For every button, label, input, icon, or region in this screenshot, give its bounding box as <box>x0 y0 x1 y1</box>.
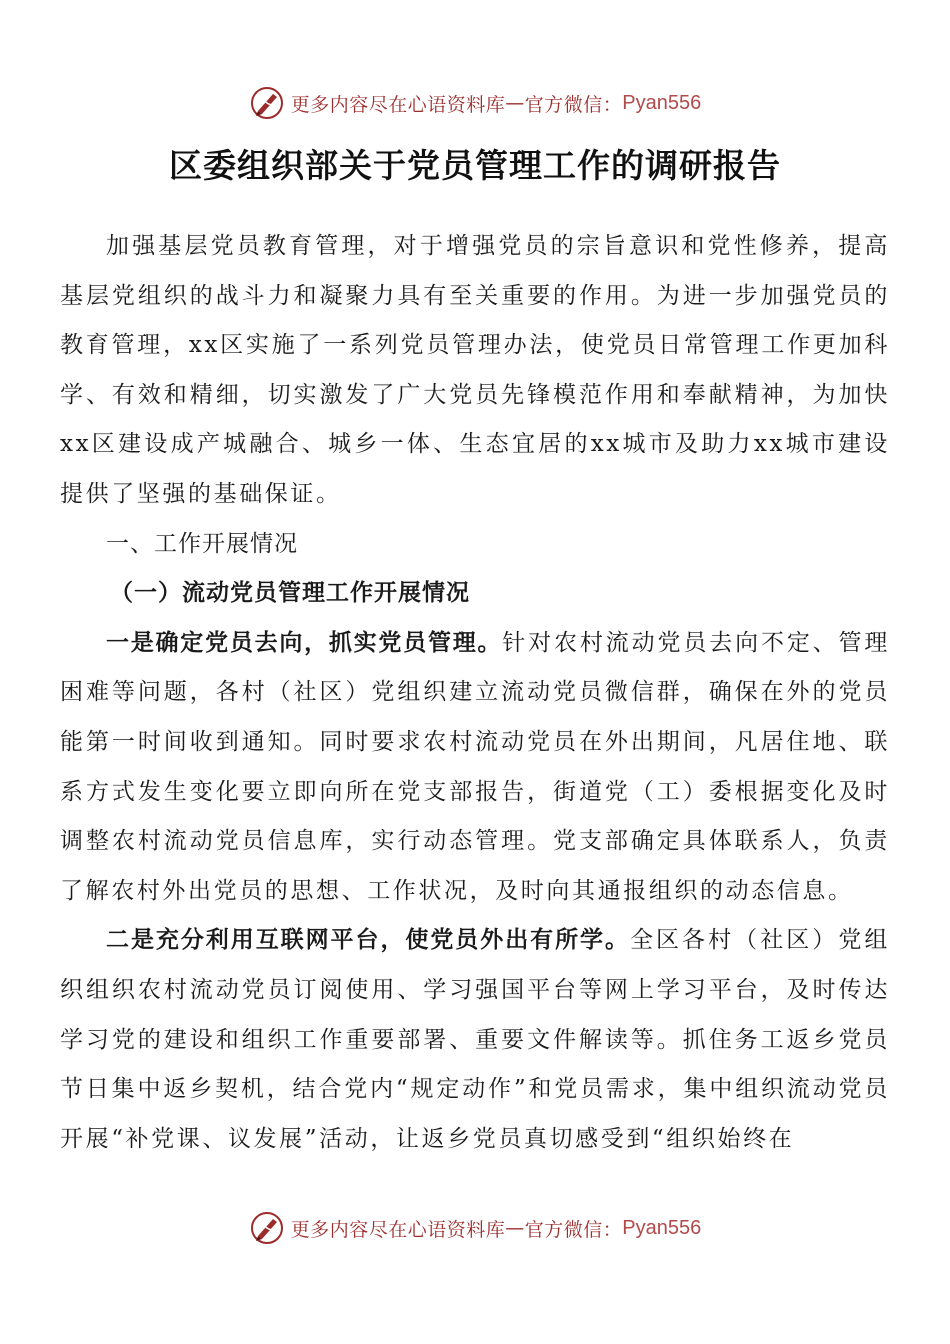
watermark-label: 官方微信： <box>524 93 623 116</box>
watermark-separator: — <box>505 1217 525 1239</box>
pen-logo-icon <box>249 85 285 121</box>
intro-paragraph: 加强基层党员教育管理，对于增强党员的宗旨意识和党性修养，提高基层党组织的战斗力和凝聚力具有至关重要的作用。为进一步加强党员的教育管理，xx区实施了一系列党员管理办法，使党员日常管理工作更加科学、有效和精细，切实激发了广大党员先锋模范作用和奉献精神，为加快xx区建设成产城融合、城乡一体、生态宜居的xx城市及助力xx城市建设提供了坚强的基础保证。 <box>60 233 890 507</box>
watermark-header <box>0 83 950 123</box>
watermark-label: 官方微信： <box>524 1218 623 1241</box>
watermark-id: Pyan556 <box>622 1216 702 1239</box>
watermark-text: 更多内容尽在心语资料库 <box>290 1218 506 1241</box>
watermark-separator: — <box>505 92 525 114</box>
item-lead-1: 一是确定党员去向，抓实党员管理。 <box>106 629 503 656</box>
section-heading-1: 一、工作开展情况 <box>106 530 298 557</box>
watermark-id: Pyan556 <box>622 91 702 114</box>
subsection-heading-1: （一）流动党员管理工作开展情况 <box>110 580 470 607</box>
document-title: 区委组织部关于党员管理工作的调研报告 <box>169 146 781 185</box>
watermark-footer <box>0 1208 950 1248</box>
item-paragraph-2 <box>60 916 890 1164</box>
watermark-text: 更多内容尽在心语资料库 <box>290 93 506 116</box>
item-lead-2: 二是充分利用互联网平台，使党员外出有所学。 <box>106 927 630 954</box>
pen-logo-icon <box>249 1210 285 1246</box>
item-paragraph-1 <box>60 619 890 917</box>
document-body <box>60 222 890 1164</box>
item-body-1: 针对农村流动党员去向不定、管理困难等问题，各村（社区）党组织建立流动党员微信群，确保在外的党员能第一时间收到通知。同时要求农村流动党员在外出期间，凡居住地、联系方式发生变化要立即向所在党支部报告，街道党（工）委根据变化及时调整农村流动党员信息库，实行动态管理。党支部确定具体联系人，负责了解农村外出党员的思想、工作状况，及时向其通报组织的动态信息。 <box>60 629 891 904</box>
item-body-2: 全区各村（社区）党组织组织农村流动党员订阅使用、学习强国平台等网上学习平台，及时传达学习党的建设和组织工作重要部署、重要文件解读等。抓住务工返乡党员节日集中返乡契机，结合党内“规定动作”和党员需求，集中组织流动党员开展“补党课、议发展”活动，让返乡党员真切感受到“组织始终在 <box>60 927 891 1152</box>
